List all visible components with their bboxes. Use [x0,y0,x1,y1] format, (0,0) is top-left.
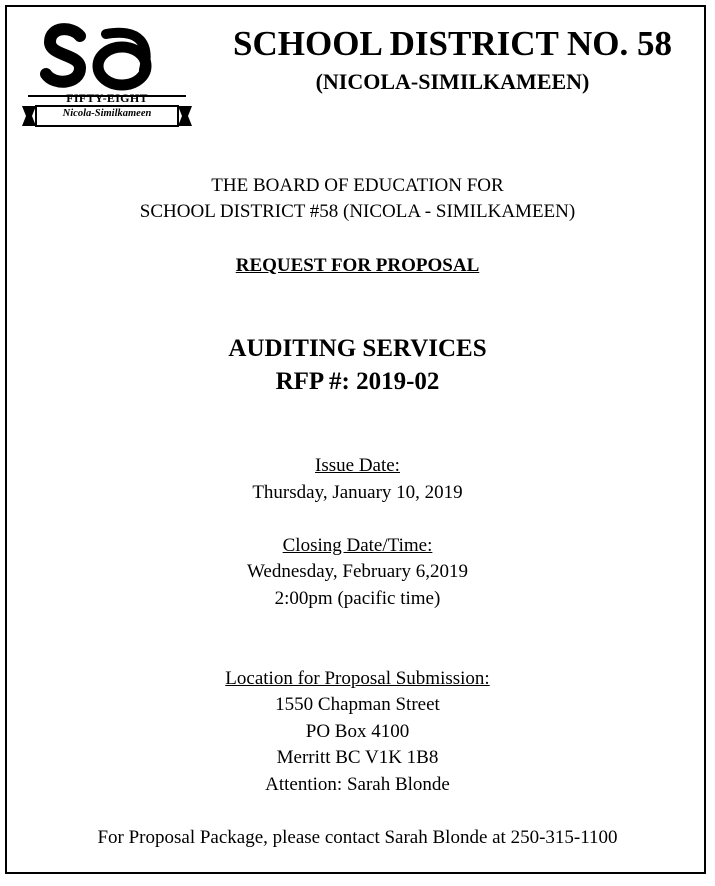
issue-date-label: Issue Date: [315,455,400,476]
logo-line-fifty-eight: FIFTY-EIGHT [66,91,148,105]
contact-line: For Proposal Package, please contact Sarah Blonde at 250-315-1100 [97,827,618,848]
board-line-2: SCHOOL DISTRICT #58 (NICOLA - SIMILKAMEEN) [139,201,576,222]
rfp-number: RFP #: 2019-02 [275,368,440,395]
district-logo [22,22,192,130]
rfp-heading: REQUEST FOR PROPOSAL [235,255,480,276]
location-label: Location for Proposal Submission: [225,668,490,689]
board-line-1: THE BOARD OF EDUCATION FOR [211,175,504,196]
closing-time: 2:00pm (pacific time) [274,588,441,609]
logo-line-nicola: Nicola-Similkameen [62,108,152,119]
district-title: SCHOOL DISTRICT NO. 58 [233,24,672,63]
location-po-box: PO Box 4100 [305,721,410,742]
location-attention: Attention: Sarah Blonde [265,774,450,795]
location-street: 1550 Chapman Street [275,694,440,715]
closing-date: Wednesday, February 6,2019 [247,561,468,582]
closing-label: Closing Date/Time: [282,535,433,556]
district-subtitle: (NICOLA-SIMILKAMEEN) [315,69,590,94]
service-title: AUDITING SERVICES [228,335,487,362]
location-city: Merritt BC V1K 1B8 [276,747,439,768]
issue-date-value: Thursday, January 10, 2019 [252,482,463,503]
sd-monogram-icon [22,22,192,92]
